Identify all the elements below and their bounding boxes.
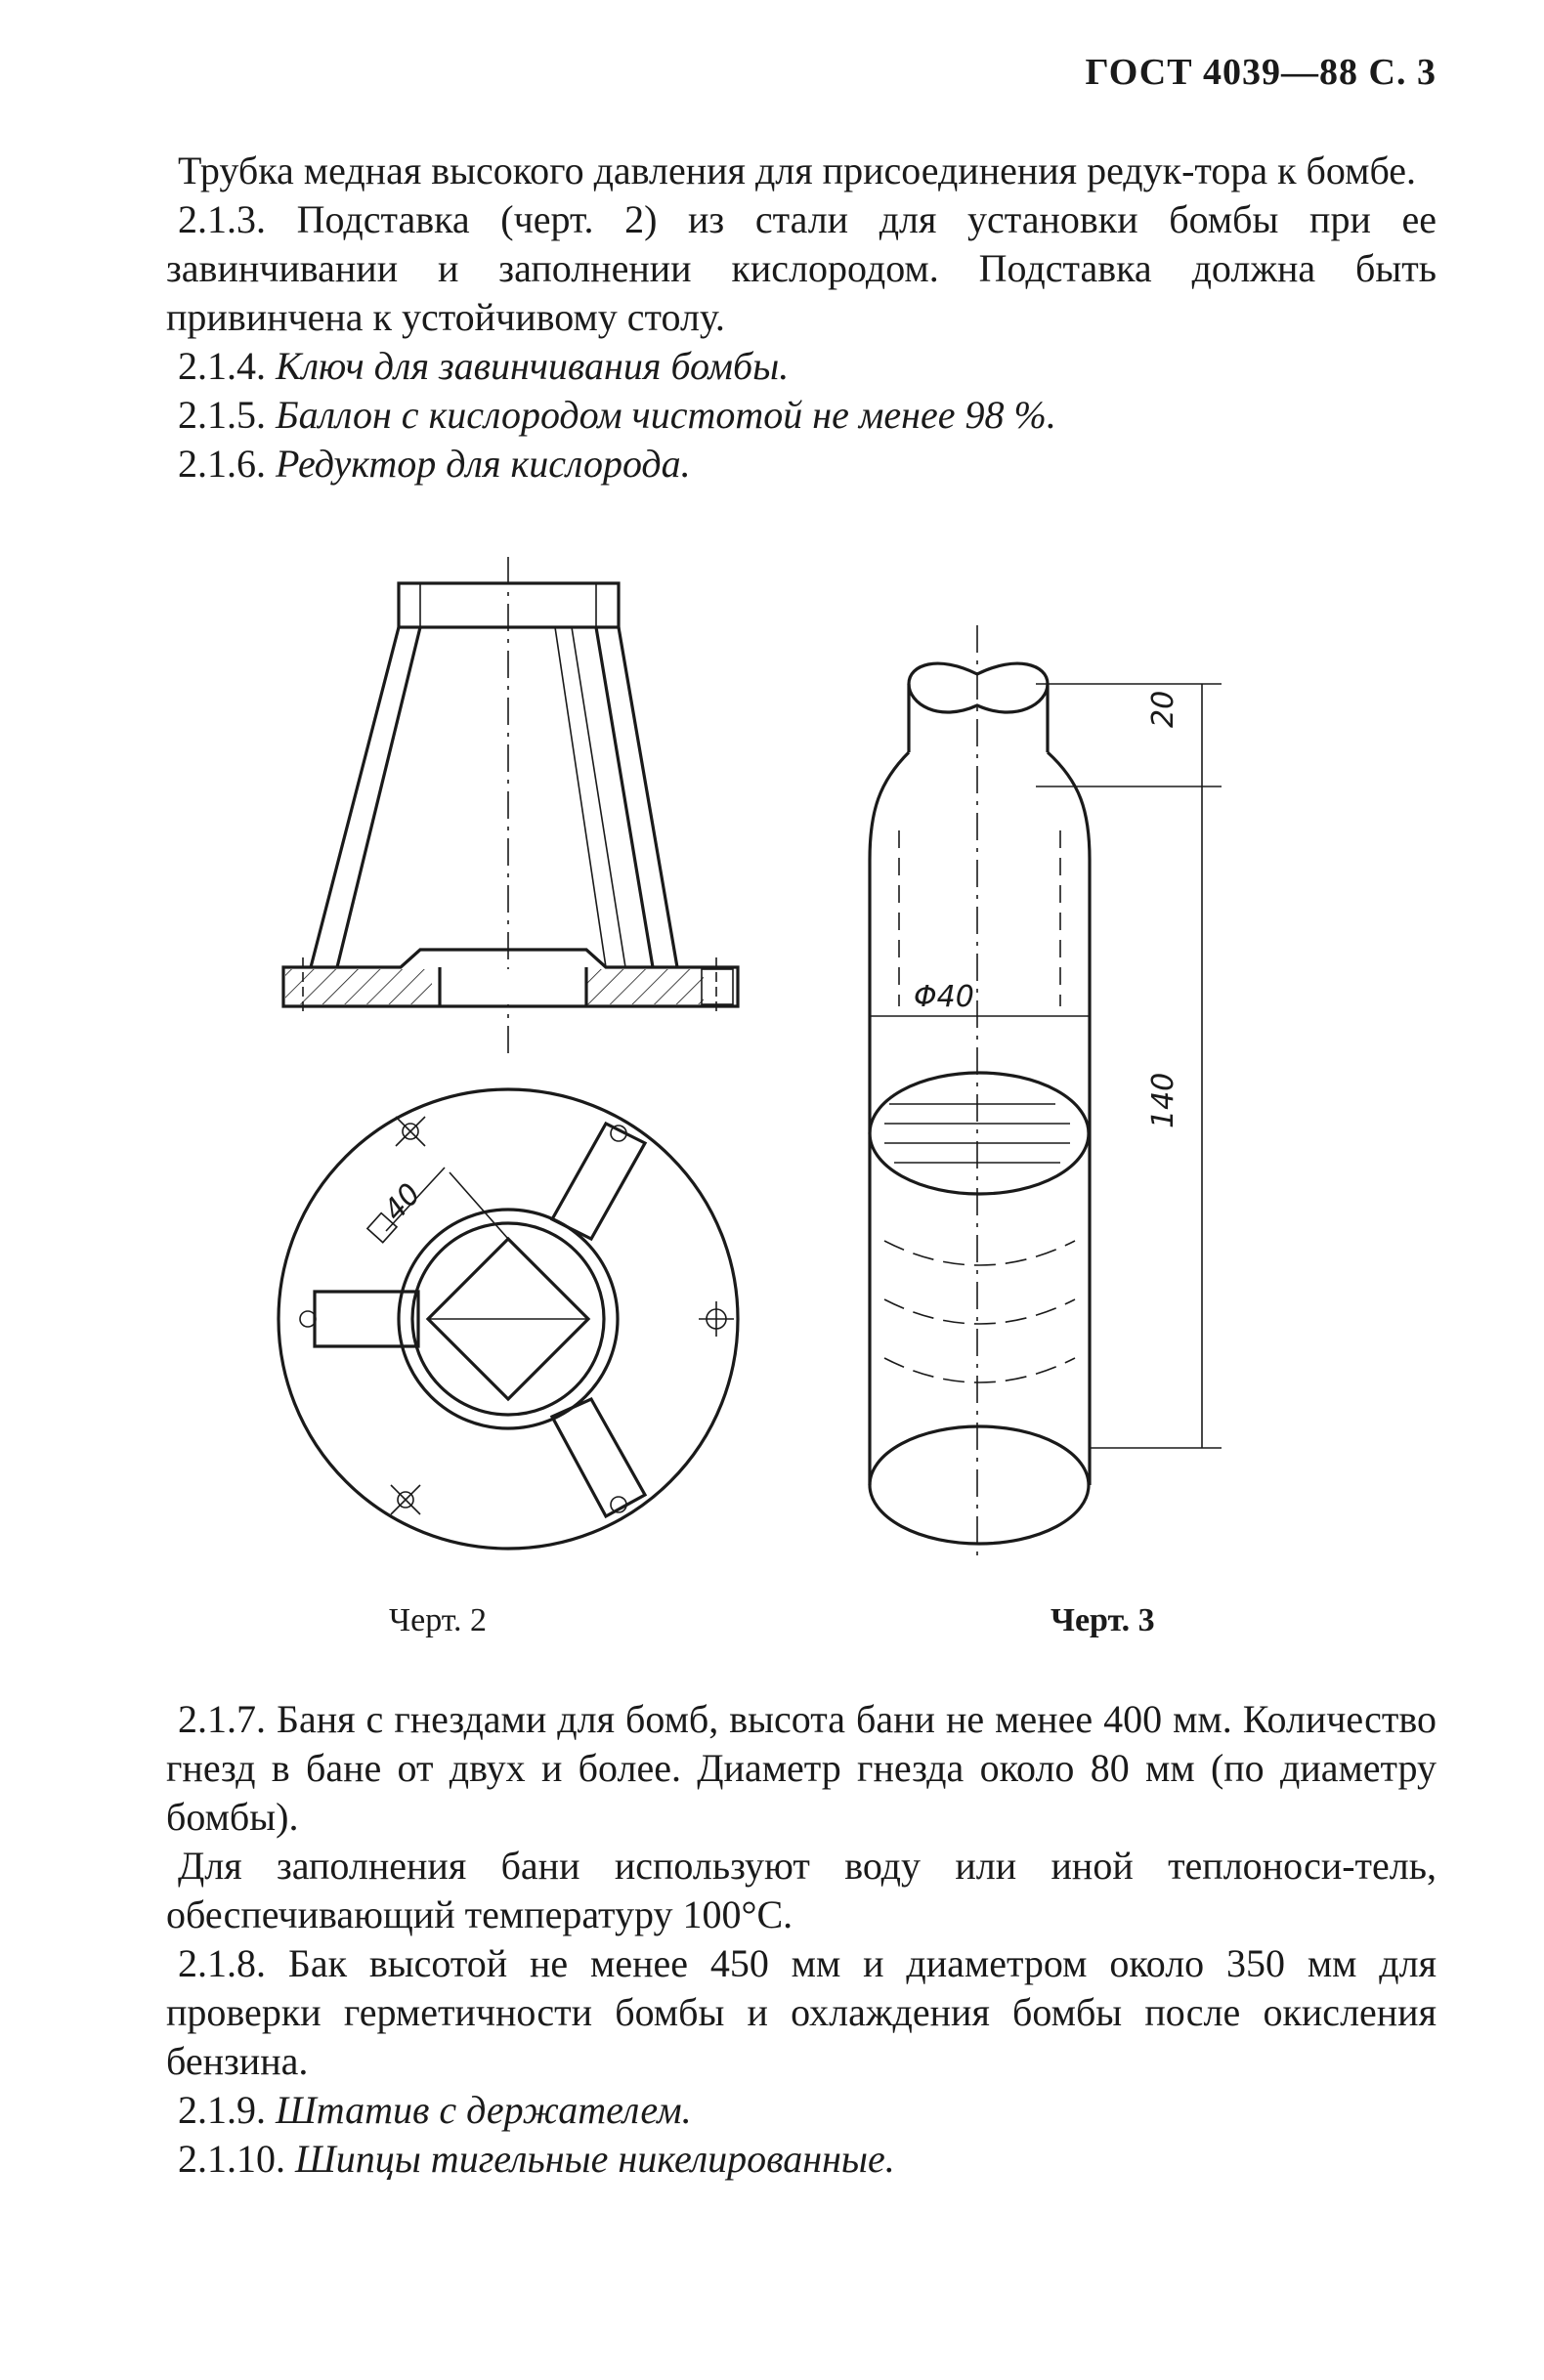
paragraph-2-1-9	[166, 2086, 1437, 2135]
paragraph-text: Для заполнения бани используют воду или иной теплоноси-тель, обеспечивающий температуру 100°С.	[166, 1844, 1437, 1936]
paragraph-number: 2.1.5.	[178, 393, 266, 437]
paragraph-text: Редуктор для кислорода.	[276, 442, 691, 486]
paragraph-2-1-10	[166, 2135, 1437, 2184]
paragraph-number: 2.1.9.	[178, 2088, 266, 2132]
figure-3-caption: Черт. 3	[1051, 1602, 1155, 1638]
dim-diameter-label: Φ40	[914, 980, 974, 1014]
stand-side-view	[283, 557, 738, 1055]
paragraph-text: Шипцы тигельные никелированные.	[295, 2137, 895, 2181]
paragraph-number: 2.1.3.	[178, 197, 266, 241]
paragraph-2-1-7	[166, 1695, 1437, 1842]
paragraph-number: 2.1.6.	[178, 442, 266, 486]
paragraph-text: Трубка медная высокого давления для присоединения редук-тора к бомбе.	[178, 149, 1417, 192]
dim-total-label: 140	[1146, 1072, 1180, 1128]
paragraph-text: Ключ для завинчивания бомбы.	[276, 344, 790, 388]
paragraph-text: Баня с гнездами для бомб, высота бани не менее 400 мм. Количество гнезд в бане от двух и более. Диаметр гнезда около 80 мм (по диаметру бомбы).	[166, 1697, 1437, 1839]
paragraph-heat-carrier	[166, 1842, 1437, 1939]
dim-top-label: 20	[1146, 690, 1180, 728]
paragraph-number: 2.1.8.	[178, 1941, 266, 1985]
bottom-text-block	[166, 1695, 1437, 2184]
paragraph-text: Подставка (черт. 2) из стали для установки бомбы при ее завинчивании и заполнении кислородом. Подставка должна быть привинчена к устойчивому столу.	[166, 197, 1437, 339]
dim-square-label: □40	[359, 1176, 428, 1249]
paragraph-text: Баллон с кислородом чистотой не менее 98 %.	[276, 393, 1056, 437]
paragraph-text: Бак высотой не менее 450 мм и диаметром около 350 мм для проверки герметичности бомбы и охлаждения бомбы после окисления бензина.	[166, 1941, 1437, 2083]
paragraph-2-1-8	[166, 1939, 1437, 2086]
page-header: ГОСТ 4039—88 С. 3	[1085, 52, 1437, 93]
figure-2-caption: Черт. 2	[389, 1602, 488, 1638]
paragraph-number: 2.1.10.	[178, 2137, 285, 2181]
paragraph-text: Штатив с держателем.	[276, 2088, 692, 2132]
paragraph-number: 2.1.7.	[178, 1697, 266, 1741]
paragraph-number: 2.1.4.	[178, 344, 266, 388]
bomb-drawing	[870, 625, 1222, 1563]
stand-top-view	[279, 1089, 738, 1549]
